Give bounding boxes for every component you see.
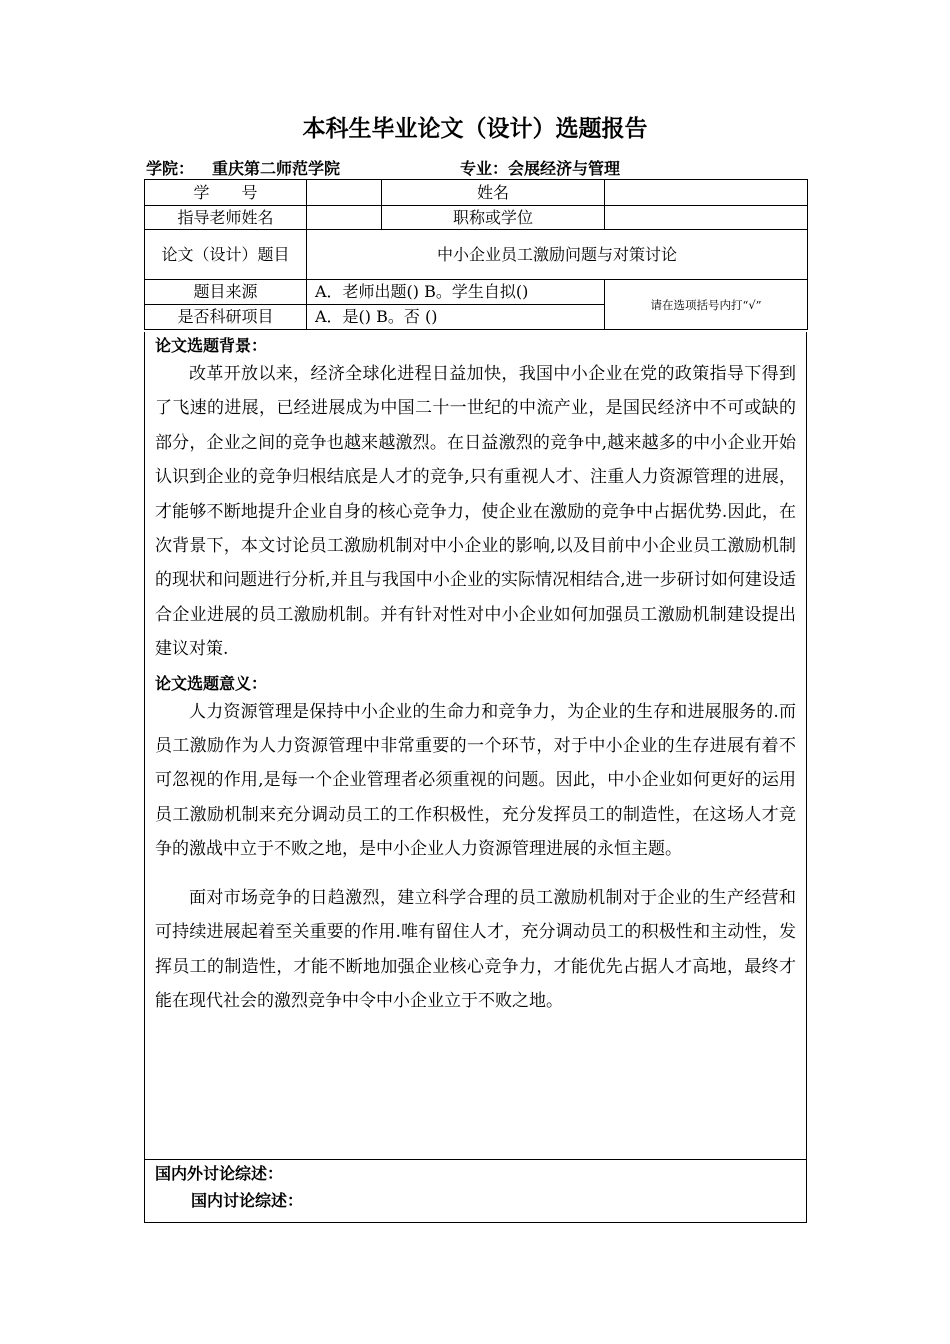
student-id-label: 学 号 <box>145 180 307 206</box>
significance-heading: 论文选题意义： <box>155 673 268 693</box>
review-section <box>144 1159 807 1223</box>
research-label: 是否科研项目 <box>145 305 307 330</box>
source-label: 题目来源 <box>145 280 307 305</box>
major-value: 会展经济与管理 <box>508 159 621 178</box>
thesis-title-label: 论文（设计）题目 <box>145 230 307 280</box>
info-table <box>144 179 808 330</box>
check-note: 请在选项括号内打“√” <box>605 280 808 330</box>
significance-paragraph-2: 面对市场竞争的日趋激烈，建立科学合理的员工激励机制对于企业的生产经营和可持续进展起着至关重要的作用.唯有留住人才，充分调动员工的积极性和主动性，发挥员工的制造性，才能不断地加强企业核心竞争力，才能优先占据人才高地，最终才能在现代社会的激烈竞争中令中小企业立于不败之地。 <box>155 887 796 1011</box>
background-paragraph: 改革开放以来，经济全球化进程日益加快，我国中小企业在党的政策指导下得到了飞速的进展，已经进展成为中国二十一世纪的中流产业，是国民经济中不可或缺的部分，企业之间的竞争也越来越激烈。在日益激烈的竞争中,越来越多的中小企业开始认识到企业的竞争归根结底是人才的竞争,只有重视人才、注重人力资源管理的进展，才能够不断地提升企业自身的核心竞争力，使企业在激励的竞争中占据优势.因此，在次背景下，本文讨论员工激励机制对中小企业的影响,以及目前中小企业员工激励机制的现状和问题进行分析,并且与我国中小企业的实际情况相结合,进一步研讨如何建设适合企业进展的员工激励机制。并有针对性对中小企业如何加强员工激励机制建设提出建议对策. <box>155 364 796 660</box>
page-title: 本科生毕业论文（设计）选题报告 <box>302 116 648 142</box>
student-id-value[interactable] <box>307 180 382 206</box>
advisor-value[interactable] <box>307 206 382 230</box>
advisor-title-value[interactable] <box>605 206 808 230</box>
major-label: 专业： <box>460 159 509 178</box>
name-value[interactable] <box>605 180 808 206</box>
advisor-title-label: 职称或学位 <box>382 206 605 230</box>
name-label: 姓名 <box>382 180 605 206</box>
domestic-review-heading: 国内讨论综述： <box>191 1191 304 1210</box>
review-heading: 国内外讨论综述： <box>155 1164 284 1183</box>
table-row <box>145 206 808 230</box>
thesis-title-value[interactable]: 中小企业员工激励问题与对策讨论 <box>307 230 808 280</box>
college-value: 重庆第二师范学院 <box>212 159 341 178</box>
college-label: 学院： <box>146 159 195 178</box>
college-field <box>146 156 340 179</box>
background-heading: 论文选题背景： <box>155 336 268 355</box>
significance-paragraph-1: 人力资源管理是保持中小企业的生命力和竞争力，为企业的生存和进展服务的.而员工激励作为人力资源管理中非常重要的一个环节，对于中小企业的生存进展有着不可忽视的作用,是每一个企业管理者必须重视的问题。因此，中小企业如何更好的运用员工激励机制来充分调动员工的工作积极性，充分发挥员工的制造性，在这场人才竞争的激战中立于不败之地，是中小企业人力资源管理进展的永恒主题。 <box>155 701 796 860</box>
table-row <box>145 280 808 305</box>
major-field <box>460 156 620 179</box>
background-significance-section <box>144 332 807 1160</box>
table-row <box>145 180 808 206</box>
table-row <box>145 230 808 280</box>
source-options[interactable]: A．老师出题() B。学生自拟() <box>307 280 605 305</box>
advisor-label: 指导老师姓名 <box>145 206 307 230</box>
research-options[interactable]: A．是() B。否 () <box>307 305 605 330</box>
